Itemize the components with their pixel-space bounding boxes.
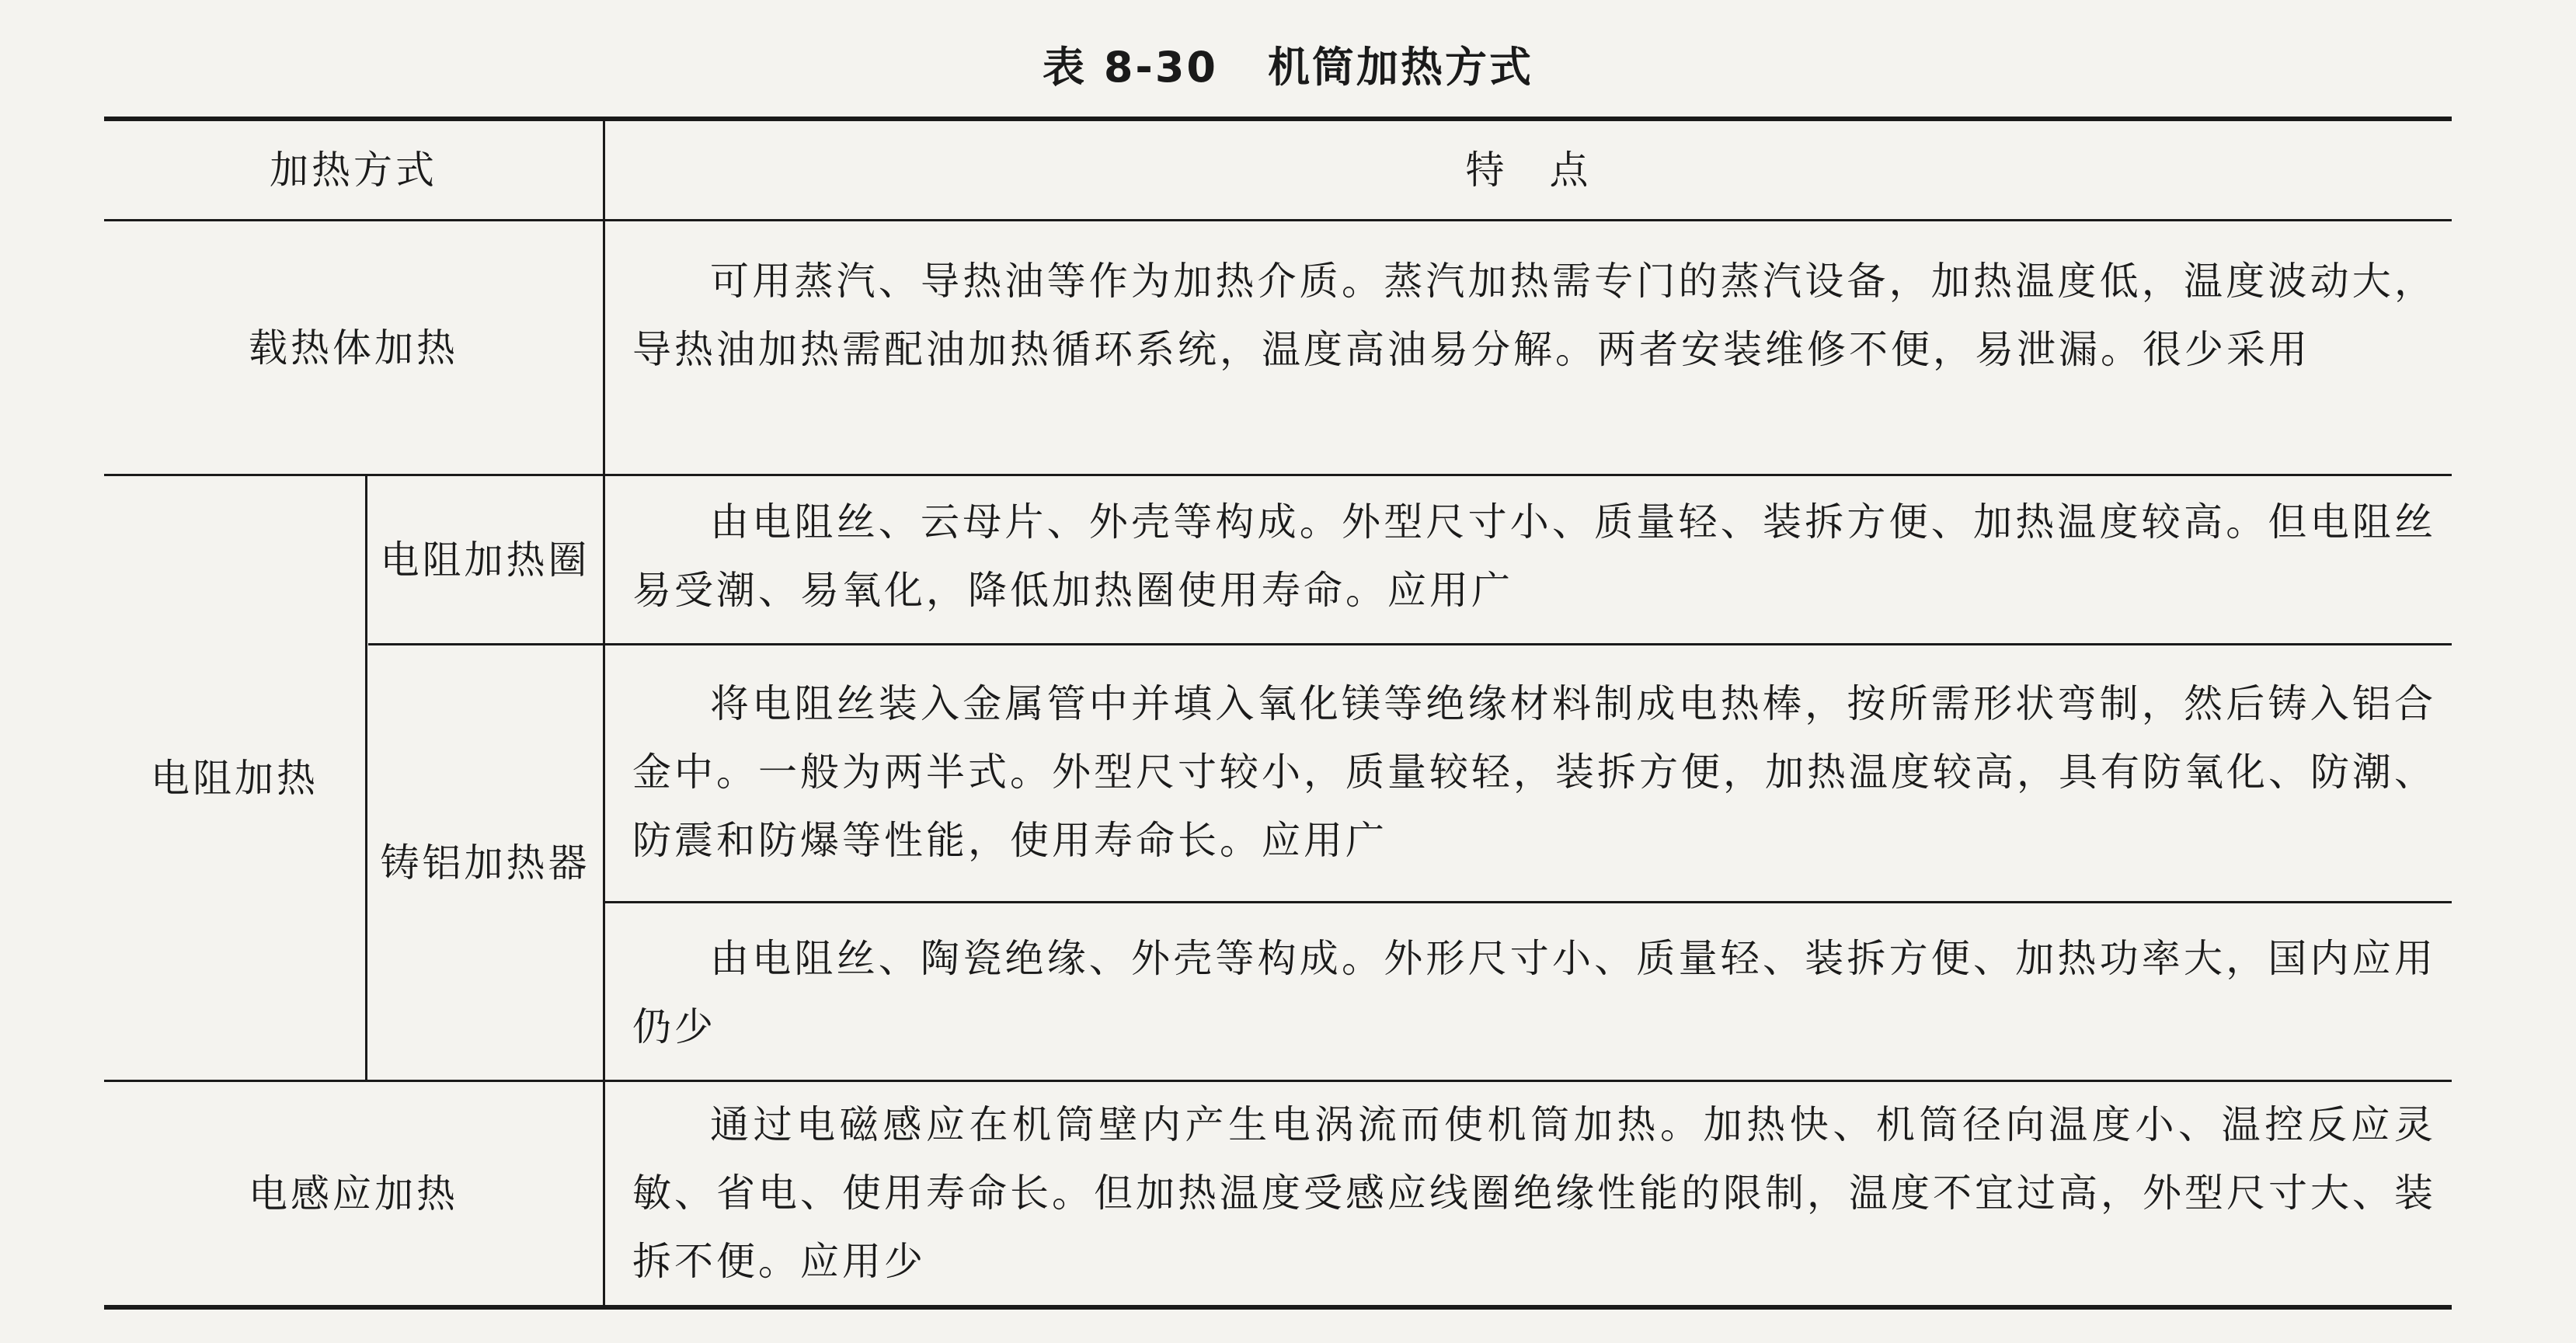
method-induction-heating: 电感应加热 <box>249 1171 458 1216</box>
header-method: 加热方式 <box>270 148 437 193</box>
row-divider-3 <box>603 901 2452 903</box>
table-title: 机筒加热方式 <box>1267 43 1533 92</box>
header-feature: 特 点 <box>1465 148 1592 193</box>
method-carrier-heating: 载热体加热 <box>249 325 458 371</box>
feature-induction-heating: 通过电磁感应在机筒壁内产生电涡流而使机筒加热。加热快、机筒径向温度小、温控反应灵敏、省电、使用寿命长。但加热温度受感应线圈绝缘性能的限制，温度不宜过高，外型尺寸大、装拆不便。应用少 <box>632 1102 2436 1284</box>
main-column-divider <box>603 117 605 1308</box>
method-cast-aluminum-heater: 铸铝加热器 <box>380 840 590 885</box>
bottom-rule <box>104 1305 2452 1310</box>
table-number: 表 8-30 <box>1043 43 1218 92</box>
table-caption <box>0 34 2576 94</box>
feature-carrier-heating: 可用蒸汽、导热油等作为加热介质。蒸汽加热需专门的蒸汽设备，加热温度低，温度波动大，导热油加热需配油加热循环系统，温度高油易分解。两者安装维修不便，易泄漏。很少采用 <box>632 259 2436 372</box>
method-resistance-coil: 电阻加热圈 <box>380 537 590 583</box>
row-divider-2 <box>368 643 2452 645</box>
method-resistance-heating: 电阻加热 <box>151 755 319 801</box>
feature-resistance-coil: 由电阻丝、云母片、外壳等构成。外型尺寸小、质量轻、装拆方便、加热温度较高。但电阻丝易受潮、易氧化，降低加热圈使用寿命。应用广 <box>632 499 2436 613</box>
feature-ceramic-heater: 由电阻丝、陶瓷绝缘、外壳等构成。外形尺寸小、质量轻、装拆方便、加热功率大，国内应用仍少 <box>632 936 2436 1049</box>
feature-cast-aluminum-heater: 将电阻丝装入金属管中并填入氧化镁等绝缘材料制成电热棒，按所需形状弯制，然后铸入铝合金中。一般为两半式。外型尺寸较小，质量较轻，装拆方便，加热温度较高，具有防氧化、防潮、防震和防爆等性能，使用寿命长。应用广 <box>632 681 2436 863</box>
